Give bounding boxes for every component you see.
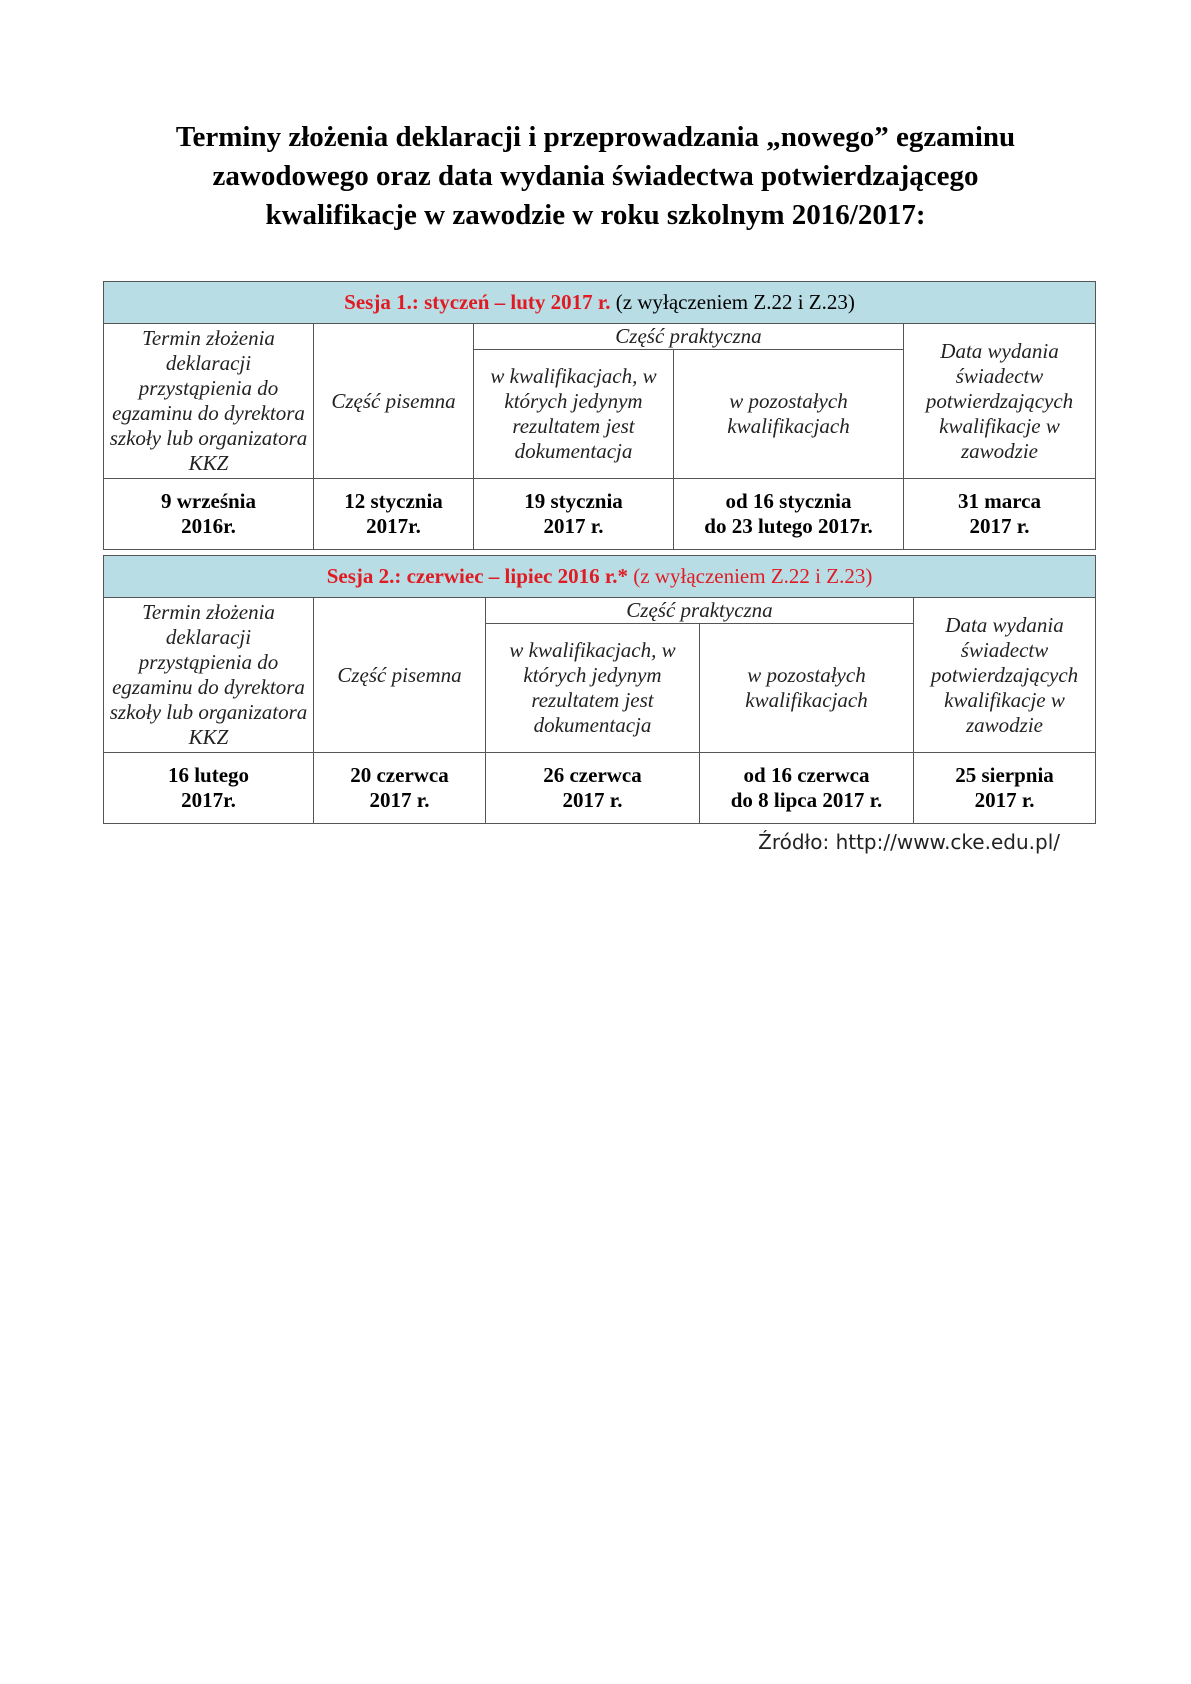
practical-header: Część praktyczna: [474, 324, 904, 350]
session-2-header: [104, 556, 1096, 598]
certificate-date: 25 sierpnia 2017 r.: [914, 753, 1096, 824]
session-note: (z wyłączeniem Z.22 i Z.23): [628, 564, 873, 588]
certificate-header: Data wydania świadectw potwierdzających kwalifikacje w zawodzie: [904, 324, 1096, 479]
session-1-header: [104, 282, 1096, 324]
practical-header: Część praktyczna: [486, 598, 914, 624]
declaration-header: Termin złożenia deklaracji przystąpienia do egzaminu do dyrektora szkoły lub organizatora KKZ: [104, 324, 314, 479]
practical-doc-header: w kwalifikacjach, w których jedynym rezultatem jest dokumentacja: [486, 624, 700, 753]
title-line: Terminy złożenia deklaracji i przeprowadzania „nowego” egzaminu: [175, 121, 1016, 153]
practical-doc-date: 19 stycznia 2017 r.: [474, 479, 674, 550]
session-title: Sesja 2.: czerwiec – lipiec 2016 r.*: [326, 564, 628, 588]
session-note: (z wyłączeniem Z.22 i Z.23): [610, 290, 855, 314]
practical-other-header: w pozostałych kwalifikacjach: [674, 350, 904, 479]
written-date: 20 czerwca 2017 r.: [314, 753, 486, 824]
source-note: Źródło: http://www.cke.edu.pl/: [758, 830, 1060, 854]
declaration-header: Termin złożenia deklaracji przystąpienia do egzaminu do dyrektora szkoły lub organizatora KKZ: [104, 598, 314, 753]
practical-other-header: w pozostałych kwalifikacjach: [700, 624, 914, 753]
session-1-table: [103, 281, 1096, 550]
practical-doc-header: w kwalifikacjach, w których jedynym rezultatem jest dokumentacja: [474, 350, 674, 479]
certificate-date: 31 marca 2017 r.: [904, 479, 1096, 550]
certificate-header: Data wydania świadectw potwierdzających kwalifikacje w zawodzie: [914, 598, 1096, 753]
declaration-date: 9 września 2016r.: [104, 479, 314, 550]
written-header: Część pisemna: [314, 598, 486, 753]
practical-other-date: od 16 stycznia do 23 lutego 2017r.: [674, 479, 904, 550]
title-line: zawodowego oraz data wydania świadectwa potwierdzającego: [212, 160, 979, 192]
practical-doc-date: 26 czerwca 2017 r.: [486, 753, 700, 824]
document-title: [100, 118, 1091, 235]
declaration-date: 16 lutego 2017r.: [104, 753, 314, 824]
written-date: 12 stycznia 2017r.: [314, 479, 474, 550]
written-header: Część pisemna: [314, 324, 474, 479]
title-line: kwalifikacje w zawodzie w roku szkolnym 2016/2017:: [265, 199, 926, 231]
practical-other-date: od 16 czerwca do 8 lipca 2017 r.: [700, 753, 914, 824]
session-2-table: [103, 555, 1096, 824]
session-title: Sesja 1.: styczeń – luty 2017 r.: [344, 290, 611, 314]
